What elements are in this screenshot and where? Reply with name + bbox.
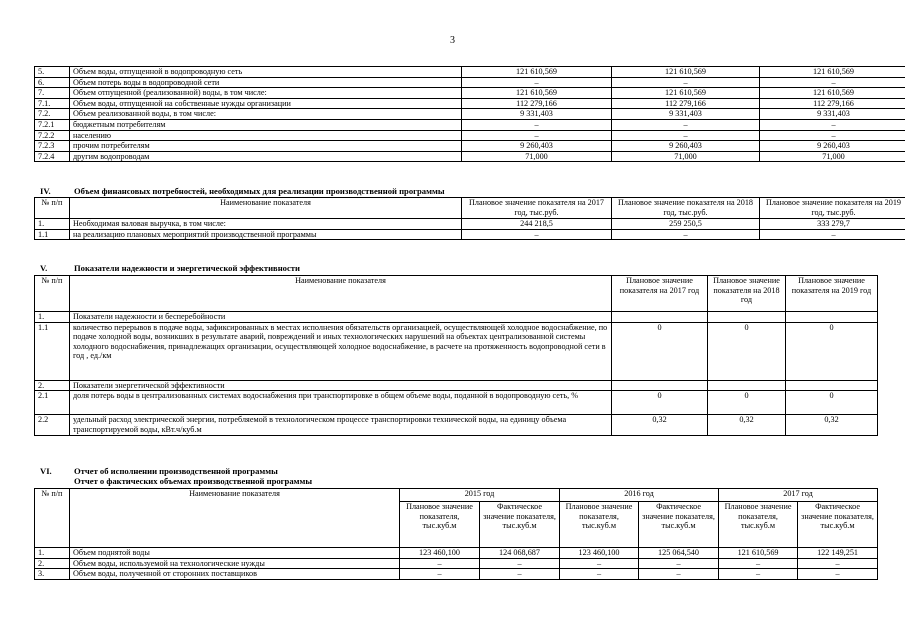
value-cell: 9 260,403 — [760, 141, 905, 152]
value-cell: – — [639, 558, 719, 569]
page-number: 3 — [450, 35, 455, 46]
year-header: 2016 год — [560, 489, 719, 502]
section-5-title: Показатели надежности и энергетической эффективности — [74, 263, 300, 273]
table-row — [35, 312, 878, 323]
value-cell: – — [612, 77, 760, 88]
value-cell: 123 460,100 — [560, 548, 639, 559]
column-header: Наименование показателя — [70, 276, 612, 312]
row-number-cell: 1. — [35, 219, 70, 230]
value-cell: – — [462, 119, 612, 130]
value-cell: 0 — [708, 322, 786, 380]
row-label-cell: Объем отпущенной (реализованной) воды, в том числе: — [70, 88, 462, 99]
value-cell: 112 279,166 — [760, 98, 905, 109]
section-6-heading — [40, 466, 278, 476]
column-header: Наименование показателя — [70, 198, 462, 219]
row-number-cell: 7.2.1 — [35, 119, 70, 130]
value-cell — [708, 312, 786, 323]
value-cell: 333 279,7 — [760, 219, 905, 230]
value-cell: 123 460,100 — [400, 548, 480, 559]
row-label-cell: Объем поднятой воды — [70, 548, 400, 559]
row-label-cell: прочим потребителям — [70, 141, 462, 152]
value-cell: 0 — [786, 322, 878, 380]
value-cell: 121 610,569 — [760, 67, 905, 78]
report-table — [34, 488, 878, 580]
table-row — [35, 130, 905, 141]
section-6-subtitle: Отчет о фактических объемах производственной программы — [74, 476, 313, 486]
finance-table — [34, 197, 905, 240]
value-cell: 121 610,569 — [612, 88, 760, 99]
row-label-cell: Объем потерь воды в водопроводной сети — [70, 77, 462, 88]
row-number-cell: 7.2.2 — [35, 130, 70, 141]
value-cell: 0,32 — [612, 415, 708, 436]
value-cell: 112 279,166 — [612, 98, 760, 109]
column-header: № п/п — [35, 489, 70, 548]
row-label-cell: удельный расход электрической энергии, потребляемой в технологическом процессе транспортировки технической воды, на единицу объема транспортируемой воды, кВт.ч/куб.м — [70, 415, 612, 436]
value-cell: – — [760, 229, 905, 240]
value-cell: – — [462, 229, 612, 240]
table-row — [35, 322, 878, 380]
row-number-cell: 1.1 — [35, 322, 70, 380]
table-row — [35, 380, 878, 391]
row-label-cell: Показатели надежности и бесперебойности — [70, 312, 612, 323]
section-5-number: V. — [40, 263, 48, 273]
year-header: 2015 год — [400, 489, 560, 502]
column-header: Плановое значение показателя на 2019 год — [786, 276, 878, 312]
table-row — [35, 391, 878, 415]
table-row — [35, 67, 905, 78]
value-cell: 9 260,403 — [462, 141, 612, 152]
table-row — [35, 151, 905, 162]
value-cell: 259 250,5 — [612, 219, 760, 230]
section-4-title: Объем финансовых потребностей, необходимых для реализации производственной программы — [74, 186, 445, 196]
value-cell — [786, 380, 878, 391]
value-cell: 121 610,569 — [719, 548, 798, 559]
value-cell: – — [400, 569, 480, 580]
value-cell — [708, 380, 786, 391]
table-row — [35, 548, 878, 559]
table-row — [35, 569, 878, 580]
row-number-cell: 1. — [35, 548, 70, 559]
value-cell: 121 610,569 — [760, 88, 905, 99]
section-4-number: IV. — [40, 186, 51, 196]
value-cell: 0 — [612, 391, 708, 415]
row-number-cell: 2.1 — [35, 391, 70, 415]
value-cell — [612, 312, 708, 323]
reliability-table — [34, 275, 878, 436]
value-cell: 0 — [786, 391, 878, 415]
section-6-title: Отчет об исполнении производственной программы — [74, 466, 278, 476]
table-row — [35, 109, 905, 120]
value-cell: 71,000 — [760, 151, 905, 162]
value-cell: – — [400, 558, 480, 569]
value-cell: 244 218,5 — [462, 219, 612, 230]
column-header: Плановое значение показателя на 2018 год, тыс.руб. — [612, 198, 760, 219]
table-row — [35, 141, 905, 152]
value-cell: – — [798, 569, 878, 580]
plan-header: Плановое значение показателя, тыс.куб.м — [560, 502, 639, 548]
table-row — [35, 77, 905, 88]
row-label-cell: бюджетным потребителям — [70, 119, 462, 130]
row-label-cell: Объем реализованной воды, в том числе: — [70, 109, 462, 120]
table-row — [35, 119, 905, 130]
value-cell: – — [760, 130, 905, 141]
table-row — [35, 229, 905, 240]
row-number-cell: 7.2. — [35, 109, 70, 120]
value-cell: 122 149,251 — [798, 548, 878, 559]
row-number-cell: 3. — [35, 569, 70, 580]
table-row — [35, 88, 905, 99]
value-cell: 121 610,569 — [462, 88, 612, 99]
row-number-cell: 2.2 — [35, 415, 70, 436]
row-label-cell: Объем воды, используемой на технологические нужды — [70, 558, 400, 569]
table-row — [35, 98, 905, 109]
value-cell: 9 331,403 — [462, 109, 612, 120]
row-number-cell: 1.1 — [35, 229, 70, 240]
row-label-cell: Показатели энергетической эффективности — [70, 380, 612, 391]
row-label-cell: другим водопроводам — [70, 151, 462, 162]
value-cell: 125 064,540 — [639, 548, 719, 559]
row-label-cell: Необходимая валовая выручка, в том числе: — [70, 219, 462, 230]
value-cell: 0 — [708, 391, 786, 415]
value-cell — [612, 380, 708, 391]
value-cell: – — [560, 569, 639, 580]
value-cell: – — [480, 558, 560, 569]
row-number-cell: 7.2.4 — [35, 151, 70, 162]
value-cell: 0,32 — [708, 415, 786, 436]
fact-header: Фактическое значение показателя, тыс.куб.м — [798, 502, 878, 548]
value-cell: – — [798, 558, 878, 569]
row-label-cell: Объем воды, отпущенной в водопроводную сеть — [70, 67, 462, 78]
row-label-cell: количество перерывов в подаче воды, зафиксированных в местах исполнения обязательств организацией, осуществляющей холодное водоснабжение, по подаче холодной воды, возникших в результате аварий, повреждений и иных технологических нарушений на объектах централизованной системы холодного водоснабжения, принадлежащих организации, осуществляющей холодное водоснабжение, в расчете на протяженность водопроводной сети в год , ед./км — [70, 322, 612, 380]
plan-header: Плановое значение показателя, тыс.куб.м — [400, 502, 480, 548]
row-label-cell: на реализацию плановых мероприятий производственной программы — [70, 229, 462, 240]
row-number-cell: 2. — [35, 380, 70, 391]
section-4-heading — [40, 186, 445, 196]
value-cell: – — [719, 569, 798, 580]
fact-header: Фактическое значение показателя, тыс.куб.м — [480, 502, 560, 548]
row-number-cell: 1. — [35, 312, 70, 323]
value-cell: – — [760, 119, 905, 130]
value-cell: – — [612, 229, 760, 240]
row-number-cell: 7. — [35, 88, 70, 99]
value-cell: 124 068,687 — [480, 548, 560, 559]
value-cell: – — [639, 569, 719, 580]
row-number-cell: 7.2.3 — [35, 141, 70, 152]
value-cell: 112 279,166 — [462, 98, 612, 109]
value-cell: 71,000 — [462, 151, 612, 162]
section-6-number: VI. — [40, 466, 52, 476]
plan-header: Плановое значение показателя, тыс.куб.м — [719, 502, 798, 548]
row-label-cell: Объем воды, полученной от сторонних поставщиков — [70, 569, 400, 580]
table-row — [35, 219, 905, 230]
volume-table — [34, 66, 905, 162]
row-number-cell: 7.1. — [35, 98, 70, 109]
column-header: Плановое значение показателя на 2019 год, тыс.руб. — [760, 198, 905, 219]
value-cell: 121 610,569 — [462, 67, 612, 78]
value-cell: – — [612, 130, 760, 141]
value-cell — [786, 312, 878, 323]
column-header: Наименование показателя — [70, 489, 400, 548]
value-cell: – — [462, 130, 612, 141]
value-cell: – — [719, 558, 798, 569]
value-cell: 9 260,403 — [612, 141, 760, 152]
value-cell: – — [560, 558, 639, 569]
column-header: Плановое значение показателя на 2017 год — [612, 276, 708, 312]
value-cell: – — [480, 569, 560, 580]
value-cell: 71,000 — [612, 151, 760, 162]
value-cell: 0 — [612, 322, 708, 380]
value-cell: – — [462, 77, 612, 88]
fact-header: Фактическое значение показателя, тыс.куб.м — [639, 502, 719, 548]
row-number-cell: 5. — [35, 67, 70, 78]
column-header: № п/п — [35, 276, 70, 312]
value-cell: 121 610,569 — [612, 67, 760, 78]
value-cell: – — [612, 119, 760, 130]
table-row — [35, 415, 878, 436]
table-row — [35, 558, 878, 569]
row-label-cell: населению — [70, 130, 462, 141]
year-header: 2017 год — [719, 489, 878, 502]
row-label-cell: Объем воды, отпущенной на собственные нужды организации — [70, 98, 462, 109]
column-header: Плановое значение показателя на 2018 год — [708, 276, 786, 312]
column-header: Плановое значение показателя на 2017 год, тыс.руб. — [462, 198, 612, 219]
value-cell: 0,32 — [786, 415, 878, 436]
row-number-cell: 2. — [35, 558, 70, 569]
column-header: № п/п — [35, 198, 70, 219]
section-5-heading — [40, 263, 300, 273]
value-cell: 9 331,403 — [612, 109, 760, 120]
row-number-cell: 6. — [35, 77, 70, 88]
value-cell: – — [760, 77, 905, 88]
value-cell: 9 331,403 — [760, 109, 905, 120]
row-label-cell: доля потерь воды в централизованных системах водоснабжения при транспортировке в общем объеме воды, поданной в водопроводную сеть, % — [70, 391, 612, 415]
